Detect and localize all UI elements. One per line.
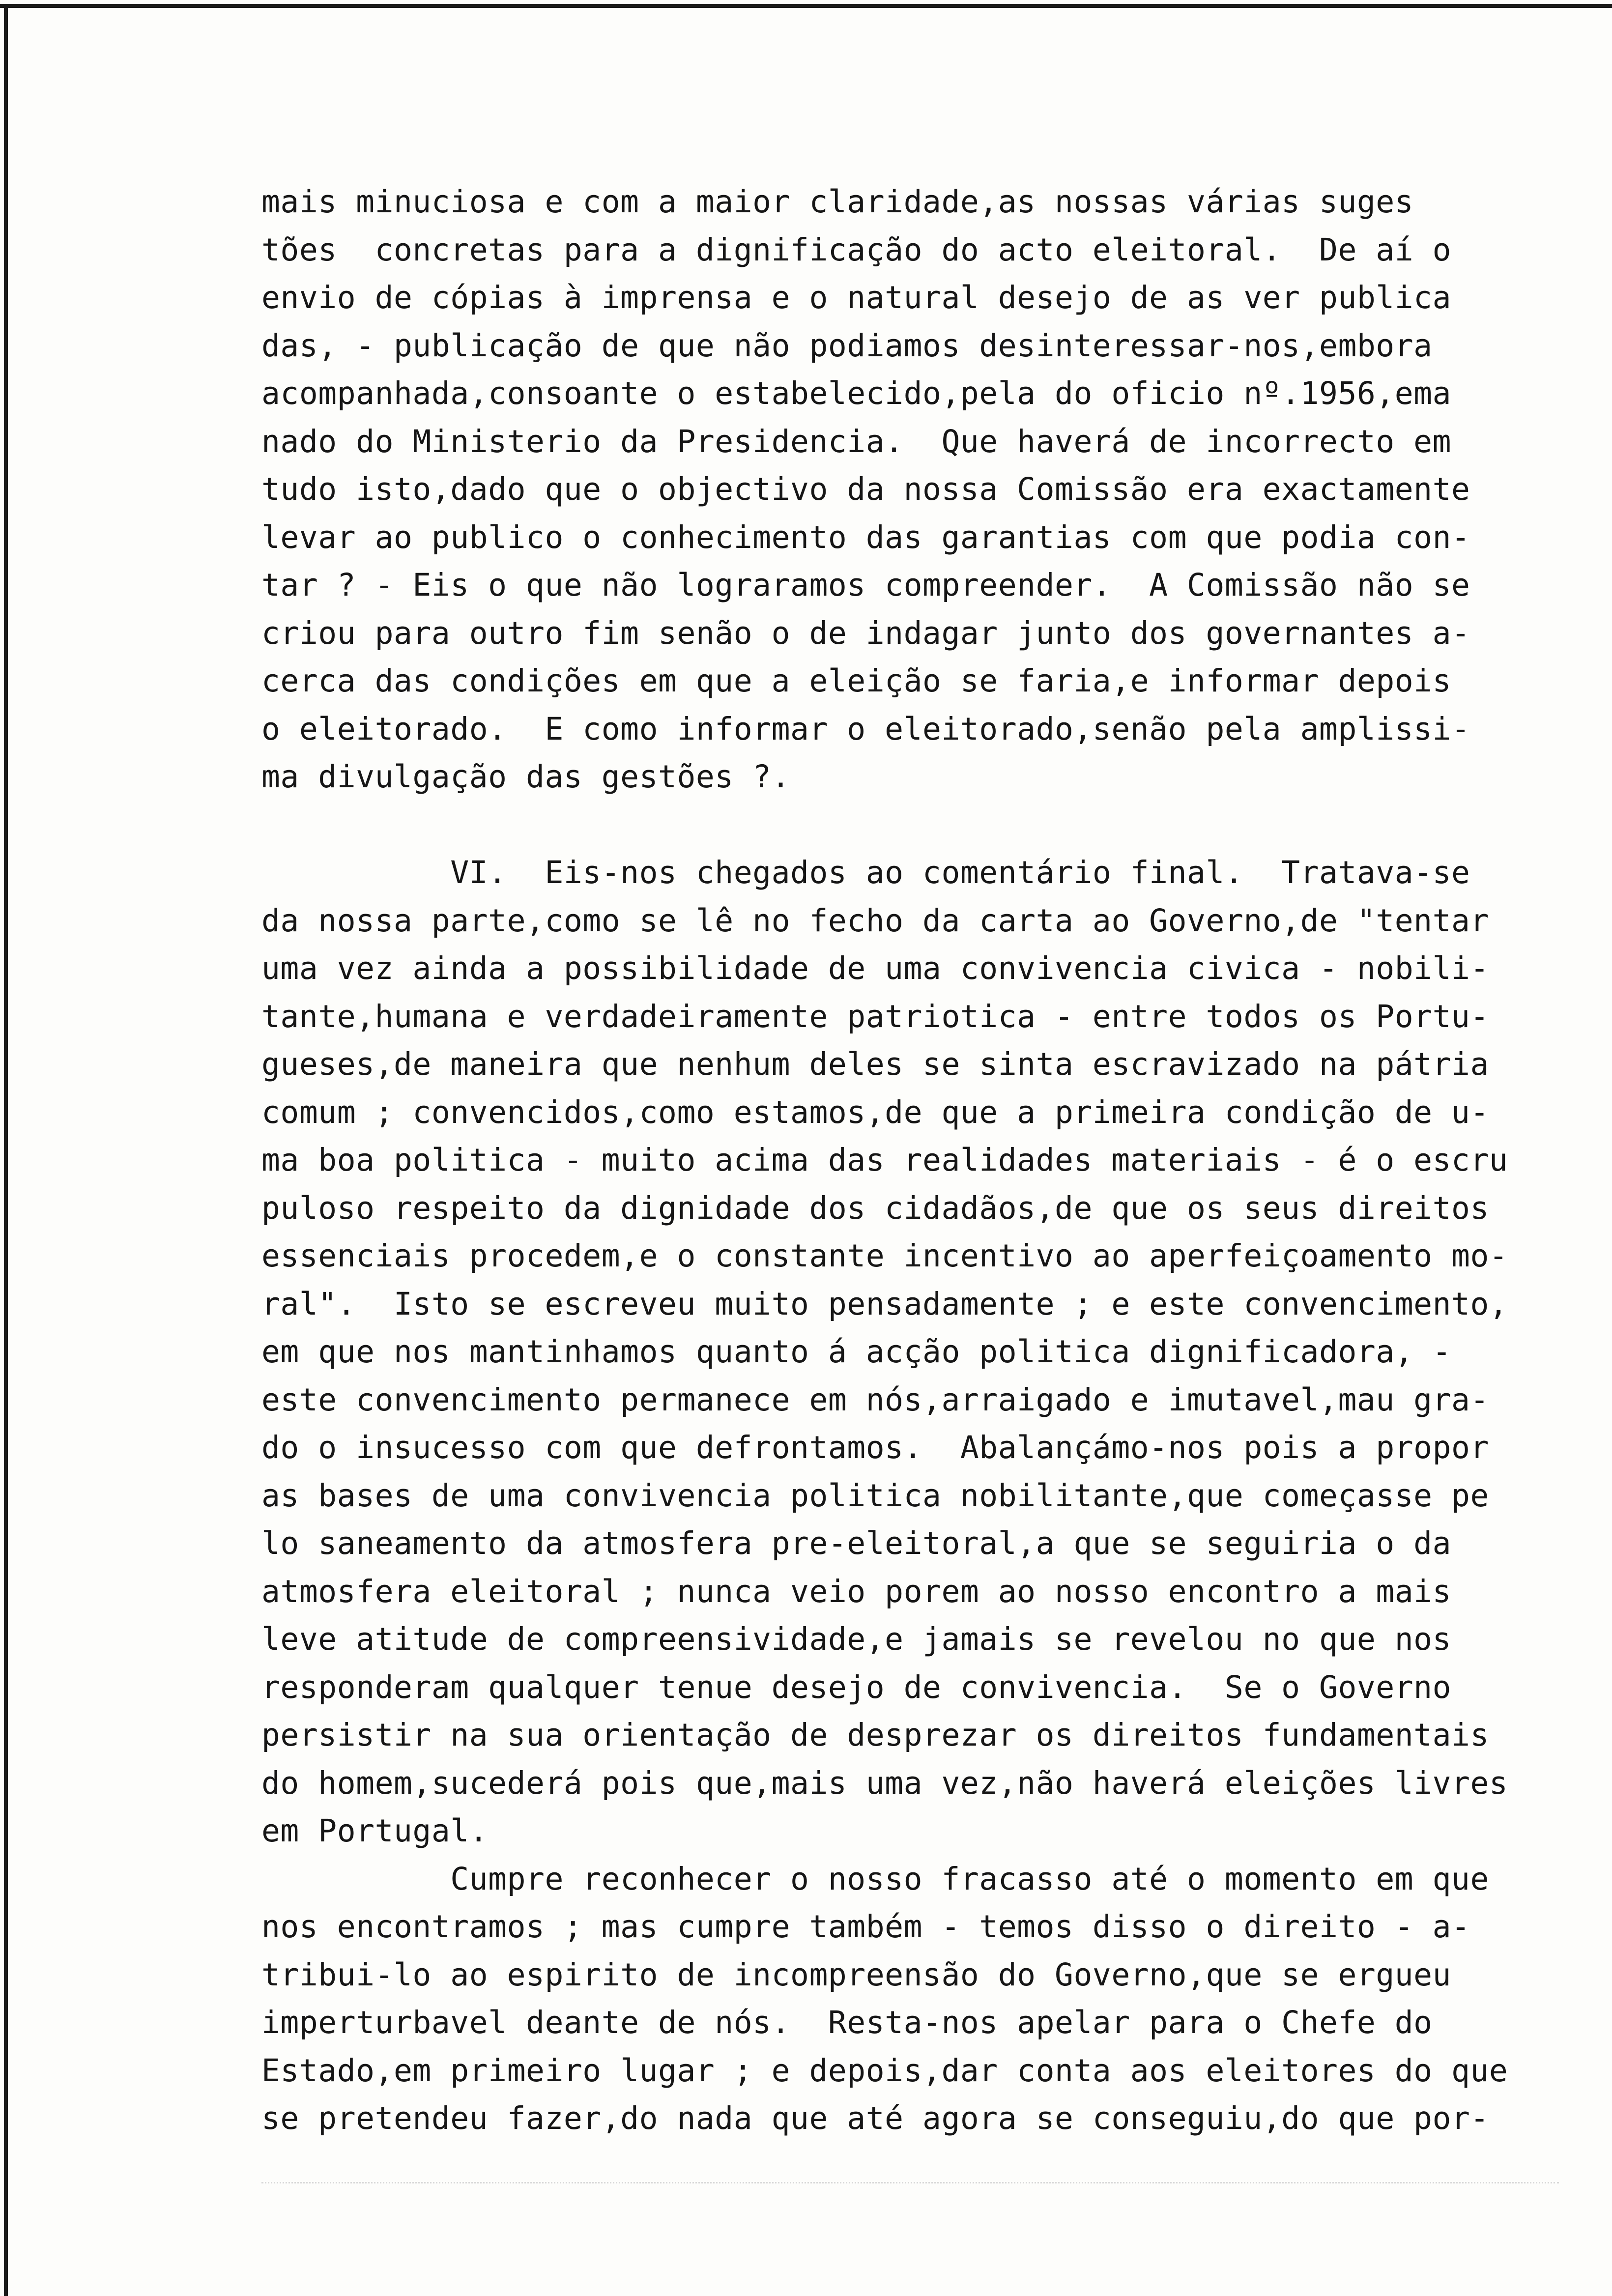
text-line: nos encontramos ; mas cumpre também - temos disso o direito - a-: [261, 1909, 1470, 1945]
text-line: em Portugal.: [261, 1813, 489, 1849]
text-line: atmosfera eleitoral ; nunca veio porem ao nosso encontro a mais: [261, 1573, 1452, 1609]
text-line: VI. Eis-nos chegados ao comentário final. Tratava-se: [261, 855, 1470, 890]
text-line: tudo isto,dado que o objectivo da nossa Comissão era exactamente: [261, 471, 1470, 507]
text-line: as bases de uma convivencia politica nobilitante,que começasse pe: [261, 1477, 1489, 1514]
paragraph-continuation: [261, 178, 1559, 801]
text-line: tar ? - Eis o que não lograramos compreender. A Comissão não se: [261, 567, 1470, 603]
text-line: lo saneamento da atmosfera pre-eleitoral,a que se seguiria o da: [261, 1525, 1452, 1561]
text-line: ral". Isto se escreveu muito pensadamente ; e este convencimento,: [261, 1286, 1508, 1322]
text-line: se pretendeu fazer,do nada que até agora se conseguiu,do que por-: [261, 2100, 1489, 2136]
text-line: o eleitorado. E como informar o eleitorado,senão pela amplissi-: [261, 711, 1470, 747]
text-line: do homem,sucederá pois que,mais uma vez,não haverá eleições livres: [261, 1765, 1508, 1801]
scan-border-left: [4, 4, 8, 2296]
text-line: responderam qualquer tenue desejo de convivencia. Se o Governo: [261, 1669, 1452, 1705]
text-line: puloso respeito da dignidade dos cidadãos,de que os seus direitos: [261, 1190, 1489, 1226]
text-line: das, - publicação de que não podiamos desinteressar-nos,embora: [261, 327, 1433, 364]
text-line: uma vez ainda a possibilidade de uma convivencia civica - nobili-: [261, 950, 1489, 986]
text-line: ma divulgação das gestões ?.: [261, 759, 791, 795]
text-line: persistir na sua orientação de desprezar os direitos fundamentais: [261, 1717, 1489, 1753]
text-line: essenciais procedem,e o constante incentivo ao aperfeiçoamento mo-: [261, 1238, 1508, 1274]
text-line: ma boa politica - muito acima das realidades materiais - é o escru: [261, 1142, 1508, 1178]
typewritten-text: [261, 178, 1559, 2143]
text-line: envio de cópias à imprensa e o natural desejo de as ver publica: [261, 280, 1452, 316]
text-line: gueses,de maneira que nenhum deles se sinta escravizado na pátria: [261, 1046, 1489, 1082]
text-line: nado do Ministerio da Presidencia. Que haverá de incorrecto em: [261, 423, 1452, 459]
text-line: da nossa parte,como se lê no fecho da carta ao Governo,de "tentar: [261, 902, 1489, 939]
text-line: Estado,em primeiro lugar ; e depois,dar conta aos eleitores do que: [261, 2052, 1508, 2089]
text-line: Cumpre reconhecer o nosso fracasso até o momento em que: [261, 1861, 1489, 1897]
text-line: tribui-lo ao espirito de incompreensão do Governo,que se ergueu: [261, 1956, 1452, 1993]
text-line: mais minuciosa e com a maior claridade,as nossas várias suges: [261, 184, 1414, 220]
text-line: acompanhada,consoante o estabelecido,pela do oficio nº.1956,ema: [261, 375, 1452, 411]
text-line: criou para outro fim senão o de indagar junto dos governantes a-: [261, 615, 1470, 651]
section-vi-paragraph: [261, 849, 1559, 1855]
scan-border-top: [0, 4, 1612, 8]
text-line: levar ao publico o conhecimento das garantias com que podia con-: [261, 519, 1470, 555]
text-line: cerca das condições em que a eleição se faria,e informar depois: [261, 663, 1452, 699]
closing-paragraph: [261, 1855, 1559, 2143]
text-line: comum ; convencidos,como estamos,de que a primeira condição de u-: [261, 1094, 1489, 1130]
text-line: este convencimento permanece em nós,arraigado e imutavel,mau gra-: [261, 1381, 1489, 1418]
text-line: leve atitude de compreensividade,e jamais se revelou no que nos: [261, 1621, 1452, 1657]
text-line: imperturbavel deante de nós. Resta-nos apelar para o Chefe do: [261, 2005, 1433, 2040]
text-line: tões concretas para a dignificação do acto eleitoral. De aí o: [261, 231, 1452, 268]
text-line: em que nos mantinhamos quanto á acção politica dignificadora, -: [261, 1334, 1452, 1370]
text-line: tante,humana e verdadeiramente patriotica - entre todos os Portu-: [261, 998, 1489, 1034]
text-line: do o insucesso com que defrontamos. Abalançámo-nos pois a propor: [261, 1430, 1489, 1465]
paragraph-gap: [261, 801, 1559, 849]
scan-artifact-rule: [261, 2182, 1559, 2183]
